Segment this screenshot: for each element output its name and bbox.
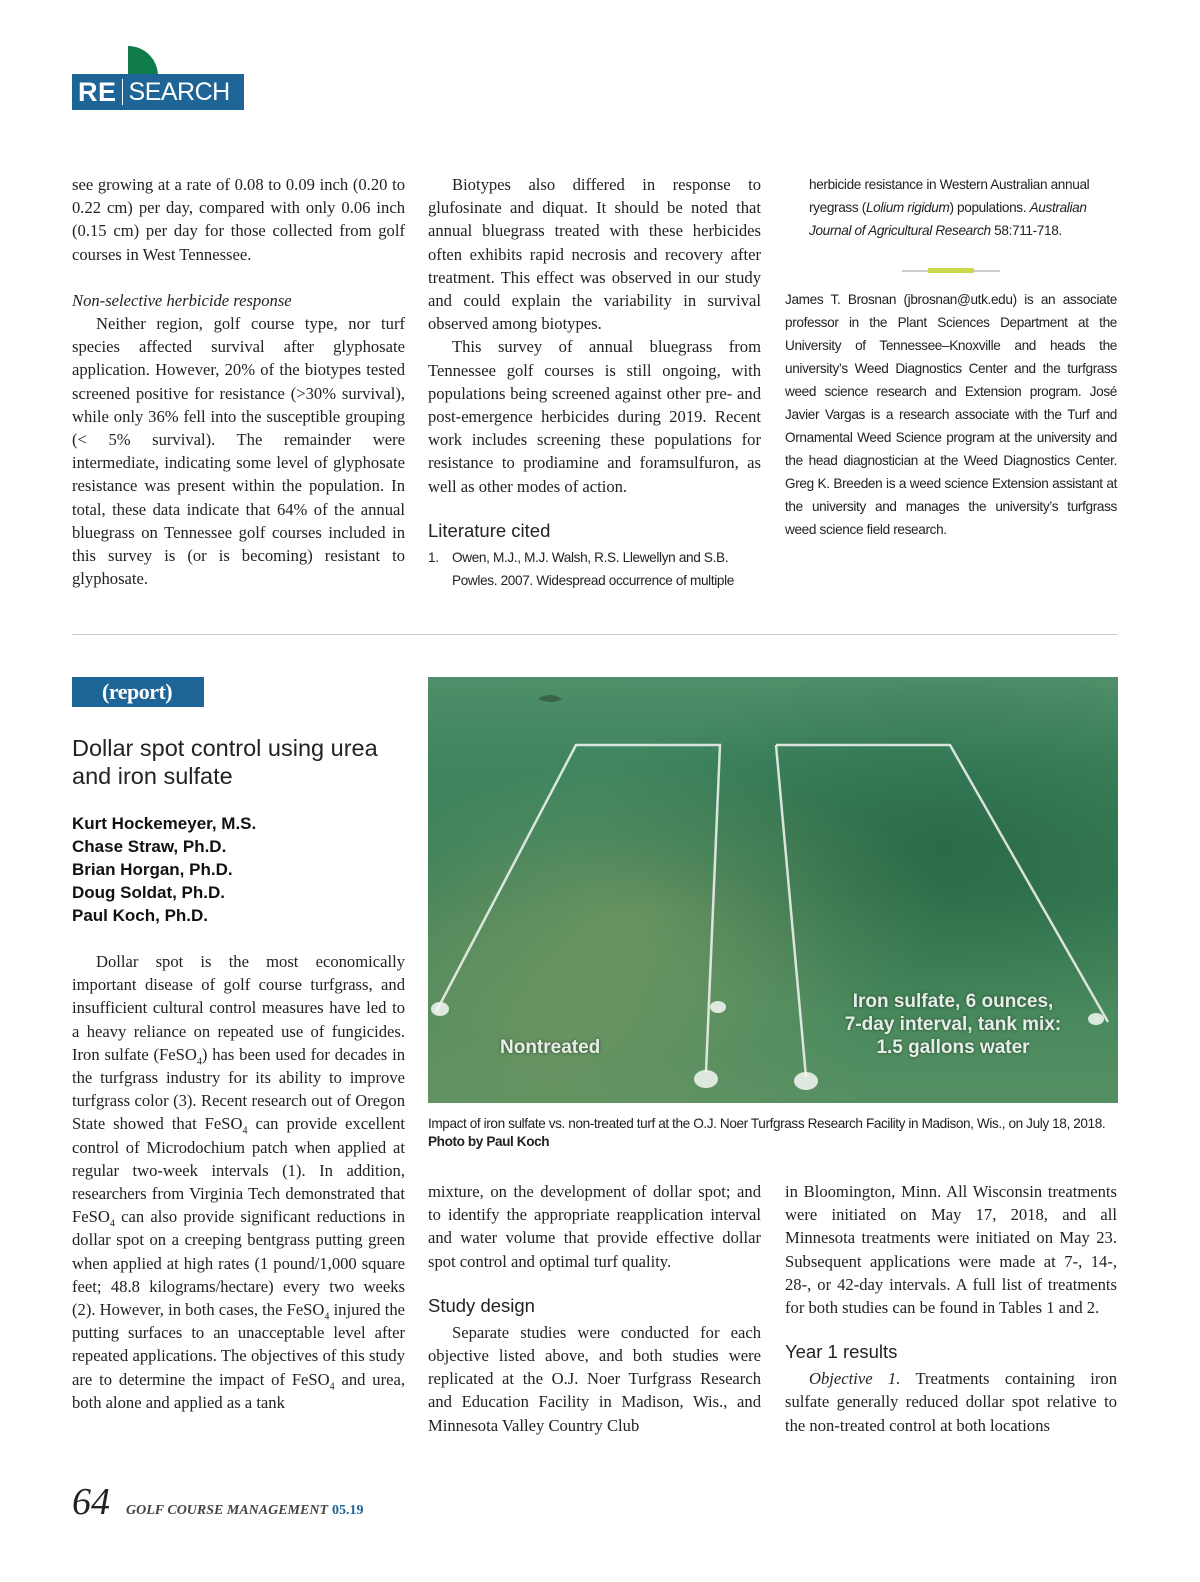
photo-credit: Photo by Paul Koch [428,1134,550,1149]
col3-bottom-paragraph-2 [785,1367,1117,1437]
reference-line-2: Powles. 2007. Widespread occurrence of multiple [452,572,735,588]
reference-line-1: Owen, M.J., M.J. Walsh, R.S. Llewellyn and S.B. [452,549,729,565]
reference-text-a: herbicide resistance in Western Australian annual ryegrass ( [809,177,1090,215]
literature-cited-heading: Literature cited [428,519,551,541]
logo-separator [122,79,123,105]
page-footer [72,1480,364,1524]
reference-journal: Australian Journal of Agricultural Research [809,200,1087,238]
label-nontreated: Nontreated [500,1037,601,1058]
reference-number: 1. [428,549,439,565]
page-number: 64 [72,1481,110,1523]
section-divider [902,270,1000,272]
col3-bottom [785,1180,1117,1437]
author-5: Paul Koch, Ph.D. [72,906,209,925]
article-title: Dollar spot control using urea and iron sulfate [72,735,378,789]
objective-text: Treatments containing iron sulfate generally reduced dollar spot relative to the non-treated control at both locations [785,1369,1117,1435]
subhead-non-selective: Non-selective herbicide response [72,290,292,310]
research-logo [72,46,244,110]
report-tag: (report) [72,677,204,707]
study-design-heading: Study design [428,1294,535,1316]
logo-bar [72,74,244,110]
logo-re: RE [78,76,117,107]
caption-text: Impact of iron sulfate vs. non-treated turf at the O.J. Noer Turfgrass Research Facility in Madison, Wis., on July 18, 2018. [428,1116,1106,1131]
col2-top [428,173,761,592]
label-iron-sulfate [808,990,1098,1059]
reference-1 [428,546,761,592]
photo-caption [428,1115,1128,1151]
author-1: Kurt Hockemeyer, M.S. [72,814,257,833]
label-iron-line-2: 7-day interval, tank mix: [844,1014,1062,1035]
turf-plot-photo [428,677,1118,1103]
col2-bottom-paragraph-1: mixture, on the development of dollar spot; and to identify the appropriate reapplication interval and water volume that provide effective dollar spot control and optimal turf quality. [428,1182,761,1271]
col1-top [72,173,405,590]
col1-paragraph-1: see growing at a rate of 0.08 to 0.09 inch (0.20 to 0.22 cm) per day, compared with only 0.06 inch (0.15 cm) per day for those collected from golf courses in West Tennessee. [72,175,405,264]
col1-paragraph-2: Neither region, golf course type, nor turf species affected survival after glyphosate application. However, 20% of the biotypes tested screened positive for resistance (>30% survival), while only 36% fell into the susceptible grouping (< 5% survival). The remainder were intermediate, indicating some level of glyphosate resistance was present within the population. In total, these data indicate that 64% of the annual bluegrass on Tennessee golf courses included in this survey is (or is becoming) resistant to glyphosate. [72,314,405,589]
author-3: Brian Horgan, Ph.D. [72,860,233,879]
author-list [72,812,256,927]
objective-label: Objective 1. [809,1369,901,1389]
author-2: Chase Straw, Ph.D. [72,837,227,856]
reference-continued [809,173,1099,242]
logo-search: SEARCH [128,77,230,106]
author-bio: James T. Brosnan (jbrosnan@utk.edu) is an associate professor in the Plant Sciences Department at the University of Tennessee–Knoxville and heads the university’s Weed Diagnostics Center and the turfgrass weed science research and Extension program. José Javier Vargas is a research associate with the Turf and Ornamental Weed Science program at the university and the head diagnostician at the Weed Diagnostics Center. Greg K. Breeden is a weed science Extension assistant at the university and manages the university’s turfgrass weed science field research. [785,292,1117,537]
reference-citation: 58:711-718. [990,223,1062,238]
col2-paragraph-2: This survey of annual bluegrass from Tennessee golf courses is still ongoing, with populations being screened against other pre- and post-emergence herbicides during 2019. Recent work includes screening these populations for resistance to prodiamine and foramsulfuron, as well as other modes of action. [428,337,761,496]
label-iron-line-1: Iron sulfate, 6 ounces, [852,991,1054,1012]
magazine-name: GOLF COURSE MANAGEMENT [126,1503,329,1518]
intro-paragraph: Dollar spot is the most economically important disease of golf course turfgrass, and insufficient cultural control measures have led to a heavy reliance on repeated use of fungicides. Iron sulfate (FeSO$_4$) has been used for decades in the turfgrass industry for its ability to improve turfgrass color (3). Recent research out of Oregon State showed that FeSO$_4$ can provide excellent control of Microdochium patch when applied at regular two-week intervals (1). In addition, researchers from Virginia Tech demonstrated that FeSO$_4$ can also provide significant reductions in dollar spot on a creeping bentgrass putting green when applied at high rates (1 pound/1,000 square feet; 48.8 kilograms/hectare) every two weeks (2). However, in both cases, the FeSO$_4$ injured the putting surfaces to an unacceptable level after repeated applications. The objectives of this study are to determine the impact of FeSO$_4$ and urea, both alone and applied as a tank [72,952,405,1412]
reference-text-b: ) populations. [949,200,1030,215]
reference-species: Lolium rigidum [865,200,950,215]
col2-bottom-paragraph-2: Separate studies were conducted for each objective listed above, and both studies were replicated at the O.J. Noer Turfgrass Research and Education Facility in Madison, Wis., and Minnesota Valley Country Club [428,1322,761,1435]
author-4: Doug Soldat, Ph.D. [72,883,225,902]
issue-number: 05.19 [332,1503,364,1518]
col2-paragraph-1: Biotypes also differed in response to glufosinate and diquat. It should be noted that annual bluegrass treated with these herbicides often exhibits rapid necrosis and recovery after treatment. This effect was observed in our study and could explain the variability in survival observed among biotypes. [428,175,761,334]
col3-bottom-paragraph-1: in Bloomington, Minn. All Wisconsin treatments were initiated on May 17, 2018, and all Minnesota treatments were initiated on May 23. Subsequent applications were made at 7-, 14-, 28-, or 42-day intervals. A full list of treatments for both studies can be found in Tables 1 and 2. [785,1182,1117,1318]
col1-bottom [72,950,405,1414]
col2-bottom [428,1180,761,1437]
horizontal-rule [72,634,1117,635]
year-1-results-heading: Year 1 results [785,1341,898,1363]
leaf-icon [128,46,158,76]
label-iron-line-3: 1.5 gallons water [876,1037,1030,1058]
